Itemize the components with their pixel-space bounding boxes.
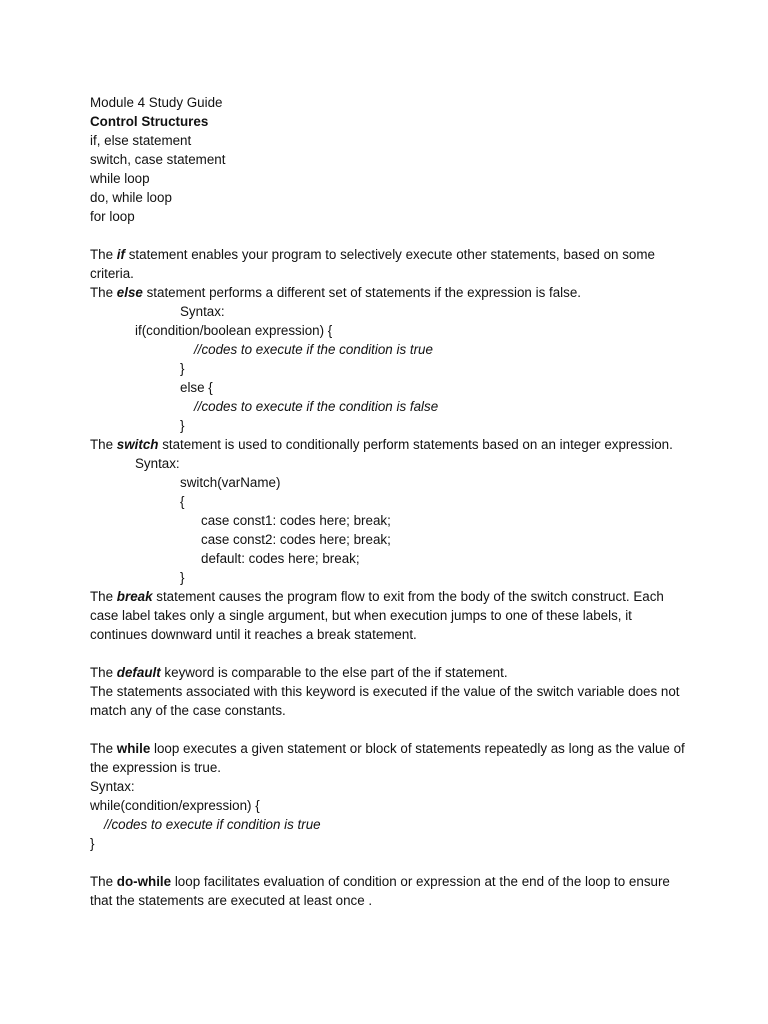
switch-code-line: switch(varName) bbox=[180, 475, 281, 490]
while-comment: //codes to execute if condition is true bbox=[104, 817, 321, 832]
topic-if-else: if, else statement bbox=[90, 133, 192, 148]
if-paragraph: The if statement enables your program to selectively execute other statements, based on some criteria. bbox=[90, 247, 655, 281]
while-close-brace: } bbox=[90, 836, 95, 851]
module-title: Module 4 Study Guide bbox=[90, 95, 223, 110]
switch-case-2: case const2: codes here; break; bbox=[201, 532, 391, 547]
if-code-line: if(condition/boolean expression) { bbox=[135, 323, 333, 338]
switch-default-case: default: codes here; break; bbox=[201, 551, 360, 566]
spacer bbox=[90, 853, 690, 872]
do-while-paragraph: The do-while loop facilitates evaluation of condition or expression at the end of the loop to ensure that the statements are executed at least once . bbox=[90, 874, 670, 908]
switch-paragraph: The switch statement is used to conditionally perform statements based on an integer expression. bbox=[90, 437, 673, 452]
default-detail-paragraph: The statements associated with this keyword is executed if the value of the switch variable does not match any of the case constants. bbox=[90, 684, 680, 718]
switch-close-brace: } bbox=[180, 570, 185, 585]
else-keyword: else bbox=[116, 285, 143, 300]
section-title: Control Structures bbox=[90, 114, 209, 129]
spacer bbox=[90, 720, 690, 739]
topic-switch-case: switch, case statement bbox=[90, 152, 226, 167]
break-paragraph: The break statement causes the program flow to exit from the body of the switch construct. Each case label takes only a single argument, but when execution jumps to one of these labels, it continues downward until it reaches a break statement. bbox=[90, 589, 664, 642]
else-paragraph: The else statement performs a different set of statements if the expression is false. bbox=[90, 285, 581, 300]
if-keyword: if bbox=[116, 247, 125, 262]
break-keyword: break bbox=[116, 589, 153, 604]
study-guide-page bbox=[90, 93, 690, 910]
while-code-line: while(condition/expression) { bbox=[90, 798, 260, 813]
if-comment-true: //codes to execute if the condition is true bbox=[194, 342, 433, 357]
else-close-brace: } bbox=[180, 418, 185, 433]
switch-keyword: switch bbox=[116, 437, 159, 452]
do-while-keyword: do-while bbox=[116, 874, 172, 889]
default-keyword: default bbox=[116, 665, 161, 680]
topic-for: for loop bbox=[90, 209, 135, 224]
while-syntax-label: Syntax: bbox=[90, 779, 135, 794]
switch-syntax-label: Syntax: bbox=[135, 456, 180, 471]
while-paragraph: The while loop executes a given statement or block of statements repeatedly as long as the value of the expression is true. bbox=[90, 741, 685, 775]
topic-while: while loop bbox=[90, 171, 150, 186]
spacer bbox=[90, 226, 690, 245]
spacer bbox=[90, 644, 690, 663]
else-code-line: else { bbox=[180, 380, 213, 395]
else-comment-false: //codes to execute if the condition is false bbox=[194, 399, 439, 414]
switch-case-1: case const1: codes here; break; bbox=[201, 513, 391, 528]
if-close-brace: } bbox=[180, 361, 185, 376]
switch-open-brace: { bbox=[180, 494, 185, 509]
while-keyword: while bbox=[116, 741, 151, 756]
if-syntax-label: Syntax: bbox=[180, 304, 225, 319]
default-paragraph: The default keyword is comparable to the else part of the if statement. bbox=[90, 665, 508, 680]
topic-do-while: do, while loop bbox=[90, 190, 172, 205]
